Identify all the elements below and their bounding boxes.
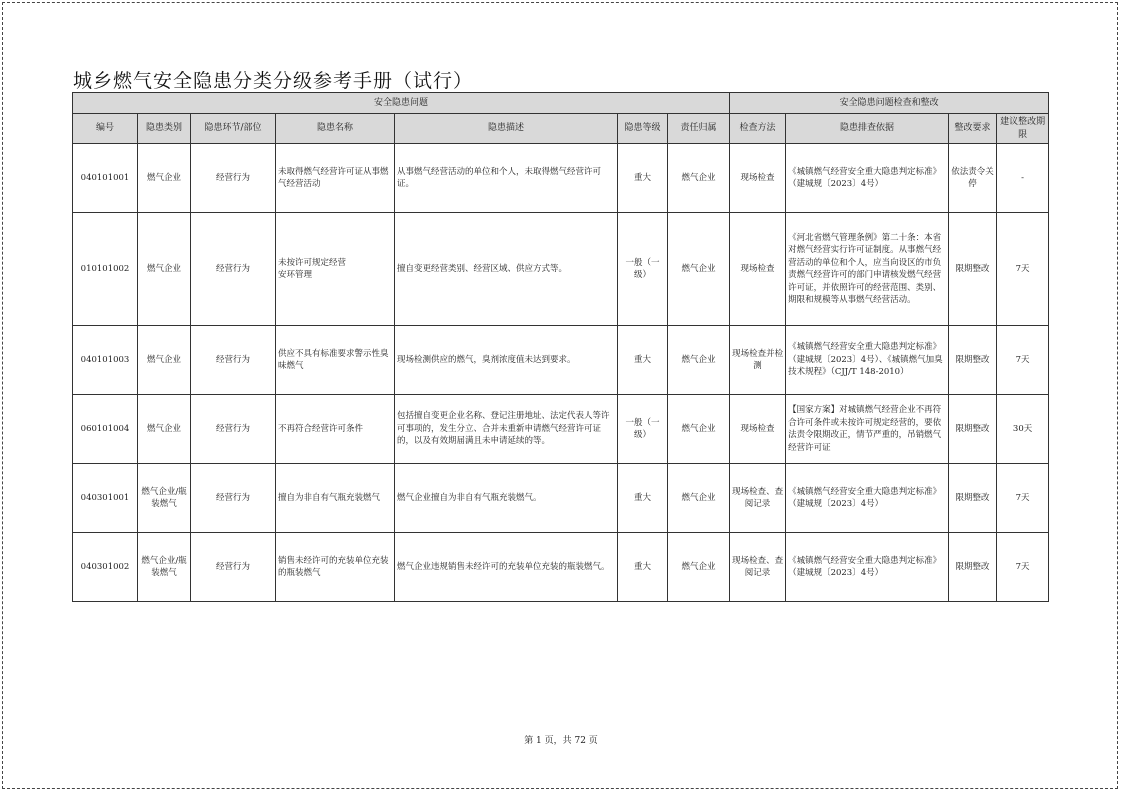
cell-name: 擅自为非自有气瓶充装燃气 — [276, 464, 395, 533]
column-header-code: 编号 — [73, 114, 138, 144]
cell-owner: 燃气企业 — [668, 464, 730, 533]
group-header-problem: 安全隐患问题 — [73, 93, 730, 114]
hazard-table — [72, 92, 1049, 602]
cell-name: 未取得燃气经营许可证从事燃气经营活动 — [276, 144, 395, 213]
cell-code: 010101002 — [73, 213, 138, 326]
cell-stage: 经营行为 — [191, 144, 276, 213]
cell-basis: 《城镇燃气经营安全重大隐患判定标准》（建城规〔2023〕4号） — [786, 144, 949, 213]
cell-description: 擅自变更经营类别、经营区域、供应方式等。 — [395, 213, 618, 326]
cell-method: 现场检查并检测 — [730, 326, 786, 395]
cell-level: 重大 — [618, 326, 668, 395]
cell-basis: 《河北省燃气管理条例》第二十条：本省对燃气经营实行许可证制度。从事燃气经营活动的单位和个人，应当向设区的市负责燃气经营许可的部门申请核发燃气经营许可证，并依照许可的经营范围、类别、期限和规模等从事燃气经营活动。 — [786, 213, 949, 326]
cell-level: 一般（一级） — [618, 395, 668, 464]
cell-code: 040101001 — [73, 144, 138, 213]
cell-requirement: 依法责令关停 — [949, 144, 997, 213]
cell-owner: 燃气企业 — [668, 326, 730, 395]
table-row — [73, 144, 1049, 213]
cell-deadline: 30天 — [997, 395, 1049, 464]
cell-requirement: 限期整改 — [949, 533, 997, 602]
column-header-deadline: 建议整改期限 — [997, 114, 1049, 144]
column-header-requirement: 整改要求 — [949, 114, 997, 144]
cell-deadline: 7天 — [997, 326, 1049, 395]
table-row — [73, 395, 1049, 464]
cell-stage: 经营行为 — [191, 213, 276, 326]
cell-basis: 《城镇燃气经营安全重大隐患判定标准》（建城规〔2023〕4号） — [786, 464, 949, 533]
cell-name: 不再符合经营许可条件 — [276, 395, 395, 464]
group-header-row — [73, 93, 1049, 114]
cell-level: 一般（一级） — [618, 213, 668, 326]
column-header-row — [73, 114, 1049, 144]
cell-description: 燃气企业违规销售未经许可的充装单位充装的瓶装燃气。 — [395, 533, 618, 602]
column-header-category: 隐患类别 — [138, 114, 191, 144]
cell-owner: 燃气企业 — [668, 395, 730, 464]
cell-stage: 经营行为 — [191, 395, 276, 464]
cell-basis: 《城镇燃气经营安全重大隐患判定标准》（建城规〔2023〕4号）、《城镇燃气加臭技术规程》（CJJ/T 148-2010） — [786, 326, 949, 395]
cell-level: 重大 — [618, 533, 668, 602]
cell-code: 060101004 — [73, 395, 138, 464]
cell-method: 现场检查 — [730, 395, 786, 464]
cell-deadline: 7天 — [997, 464, 1049, 533]
column-header-stage: 隐患环节/部位 — [191, 114, 276, 144]
cell-description: 包括擅自变更企业名称、登记注册地址、法定代表人等许可事项的，发生分立、合并未重新申请燃气经营许可证的，以及有效期届满且未申请延续的等。 — [395, 395, 618, 464]
cell-level: 重大 — [618, 464, 668, 533]
cell-requirement: 限期整改 — [949, 213, 997, 326]
cell-code: 040101003 — [73, 326, 138, 395]
cell-category: 燃气企业 — [138, 144, 191, 213]
cell-category: 燃气企业/瓶装燃气 — [138, 533, 191, 602]
cell-stage: 经营行为 — [191, 326, 276, 395]
cell-owner: 燃气企业 — [668, 533, 730, 602]
cell-description: 燃气企业擅自为非自有气瓶充装燃气。 — [395, 464, 618, 533]
cell-name: 供应不具有标准要求警示性臭味燃气 — [276, 326, 395, 395]
page-footer: 第 1 页，共 72 页 — [524, 736, 598, 746]
cell-deadline: 7天 — [997, 533, 1049, 602]
cell-category: 燃气企业 — [138, 213, 191, 326]
cell-level: 重大 — [618, 144, 668, 213]
column-header-owner: 责任归属 — [668, 114, 730, 144]
cell-name: 销售未经许可的充装单位充装的瓶装燃气 — [276, 533, 395, 602]
cell-requirement: 限期整改 — [949, 395, 997, 464]
column-header-basis: 隐患排查依据 — [786, 114, 949, 144]
table-row — [73, 213, 1049, 326]
cell-code: 040301001 — [73, 464, 138, 533]
cell-basis: 【国家方案】对城镇燃气经营企业不再符合许可条件或未按许可规定经营的，要依法责令限期改正，情节严重的，吊销燃气经营许可证 — [786, 395, 949, 464]
table-row — [73, 533, 1049, 602]
table-row — [73, 464, 1049, 533]
cell-category: 燃气企业 — [138, 326, 191, 395]
group-header-inspection: 安全隐患问题检查和整改 — [730, 93, 1049, 114]
column-header-name: 隐患名称 — [276, 114, 395, 144]
cell-description: 现场检测供应的燃气，臭剂浓度值未达到要求。 — [395, 326, 618, 395]
column-header-method: 检查方法 — [730, 114, 786, 144]
cell-name: 未按许可规定经营 安环管理 — [276, 213, 395, 326]
cell-method: 现场检查、查阅记录 — [730, 464, 786, 533]
cell-stage: 经营行为 — [191, 533, 276, 602]
cell-basis: 《城镇燃气经营安全重大隐患判定标准》（建城规〔2023〕4号） — [786, 533, 949, 602]
document-title: 城乡燃气安全隐患分类分级参考手册（试行） — [73, 70, 474, 92]
cell-owner: 燃气企业 — [668, 144, 730, 213]
column-header-description: 隐患描述 — [395, 114, 618, 144]
cell-owner: 燃气企业 — [668, 213, 730, 326]
cell-stage: 经营行为 — [191, 464, 276, 533]
cell-description: 从事燃气经营活动的单位和个人，未取得燃气经营许可证。 — [395, 144, 618, 213]
cell-requirement: 限期整改 — [949, 464, 997, 533]
cell-code: 040301002 — [73, 533, 138, 602]
cell-method: 现场检查 — [730, 213, 786, 326]
cell-method: 现场检查、查阅记录 — [730, 533, 786, 602]
cell-category: 燃气企业 — [138, 395, 191, 464]
cell-deadline: 7天 — [997, 213, 1049, 326]
cell-deadline: - — [997, 144, 1049, 213]
table-row — [73, 326, 1049, 395]
cell-category: 燃气企业/瓶装燃气 — [138, 464, 191, 533]
cell-method: 现场检查 — [730, 144, 786, 213]
column-header-level: 隐患等级 — [618, 114, 668, 144]
cell-requirement: 限期整改 — [949, 326, 997, 395]
